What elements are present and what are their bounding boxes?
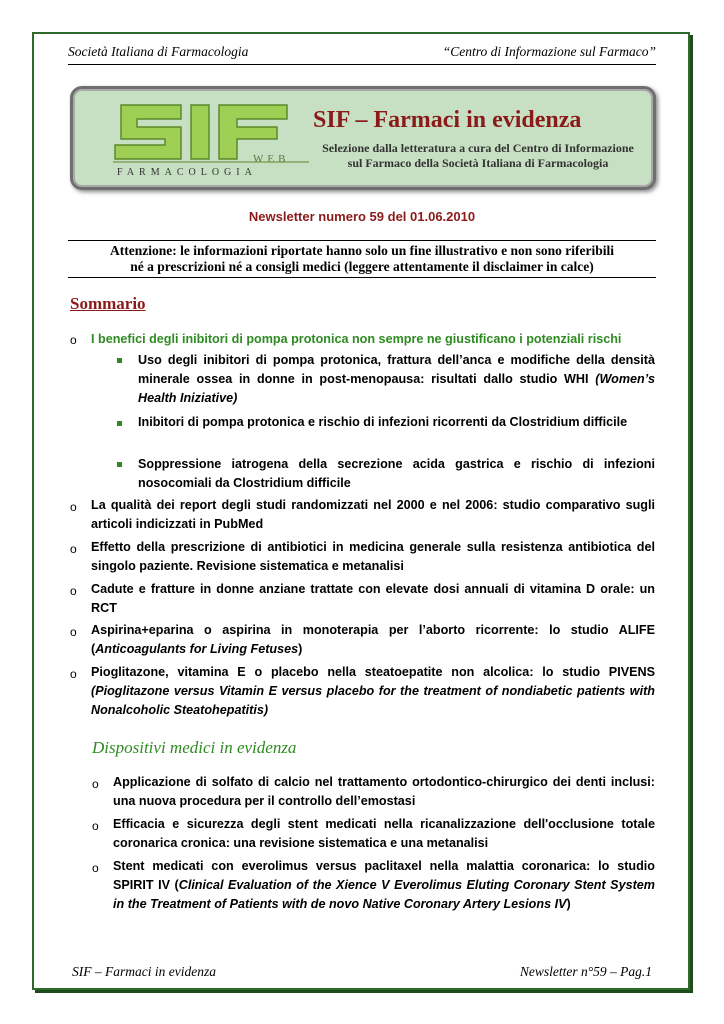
sommario-item-6-text: Pioglitazone, vitamina E o placebo nella steatoepatite non alcolica: lo studio PIVENS	[91, 665, 655, 679]
bullet-square	[117, 421, 122, 426]
logo-farmacologia-text: FARMACOLOGIA	[117, 167, 257, 178]
disclaimer-line2: né a prescrizioni né a consigli medici (leggere attentamente il disclaimer in calce)	[130, 259, 594, 274]
sommario-subitem-2[interactable]: Inibitori di pompa protonica e rischio di infezioni ricorrenti da Clostridium difficile	[138, 415, 628, 429]
sommario-subitem-1-text: Uso degli inibitori di pompa protonica, frattura dell’anca e modifiche della densità minerale ossea in donne in post-menopausa: risultati dallo studio WHI	[138, 353, 655, 386]
bullet-circle: o	[70, 667, 77, 681]
sommario-item-5-italic: Anticoagulants for Living Fetuses	[95, 642, 299, 656]
footer-left: SIF – Farmaci in evidenza	[72, 964, 216, 979]
sommario-item-6[interactable]	[91, 663, 655, 720]
sommario-item-2[interactable]: La qualità dei report degli studi randomizzati nel 2000 e nel 2006: studio comparativo sugli articoli indicizzati in PubMed	[91, 498, 655, 531]
bullet-circle: o	[70, 542, 77, 556]
sommario-item-3[interactable]: Effetto della prescrizione di antibiotici in medicina generale sulla resistenza antibiotica del singolo paziente. Revisione sistematica e metanalisi	[91, 540, 655, 573]
sommario-item-6-italic: (Pioglitazone versus Vitamin E versus placebo for the treatment of nondiabetic patients with Nonalcoholic Steatohepatitis)	[91, 684, 655, 717]
logo-subtitle-line1: Selezione dalla letteratura a cura del Centro di Informazione	[322, 141, 634, 155]
logo-title: SIF – Farmaci in evidenza	[313, 107, 582, 133]
sommario-item-5-text: Aspirina+eparina o aspirina in monoterapia per l’aborto ricorrente: lo studio ALIFE (	[91, 623, 655, 656]
bullet-square	[117, 358, 122, 363]
sif-logo-banner	[70, 86, 656, 190]
dispositivi-item-3-tail: )	[566, 897, 571, 911]
newsletter-number: Newsletter numero 59 del 01.06.2010	[248, 209, 476, 224]
sommario-subitem-1[interactable]	[138, 351, 655, 408]
dispositivi-heading: Dispositivi medici in evidenza	[92, 738, 297, 757]
bullet-circle: o	[70, 500, 77, 514]
bullet-circle: o	[92, 777, 99, 791]
dispositivi-item-3[interactable]	[113, 857, 655, 914]
bullet-circle: o	[92, 819, 99, 833]
sommario-item-5[interactable]	[91, 621, 655, 659]
sommario-subitem-1-italic: (Women’s Health Iniziative)	[138, 372, 656, 405]
footer-right: Newsletter n°59 – Pag.1	[519, 964, 652, 979]
disclaimer-notice	[68, 240, 656, 278]
bullet-circle: o	[92, 861, 99, 875]
bullet-circle: o	[70, 333, 77, 347]
logo-web-text: WEB	[253, 153, 290, 165]
disclaimer-line1: Attenzione: le informazioni riportate hanno solo un fine illustrativo e non sono riferibili	[110, 243, 614, 258]
sommario-item-5-tail: )	[298, 642, 303, 656]
sommario-heading: Sommario	[70, 294, 146, 313]
header-right: “Centro di Informazione sul Farmaco”	[442, 44, 656, 59]
sommario-item-1[interactable]: I benefici degli inibitori di pompa protonica non sempre ne giustificano i potenziali rischi	[91, 332, 622, 346]
bullet-circle: o	[70, 625, 77, 639]
page-header	[68, 44, 656, 65]
bullet-circle: o	[70, 584, 77, 598]
page-footer	[72, 964, 652, 980]
logo-subtitle	[313, 141, 643, 171]
header-left: Società Italiana di Farmacologia	[68, 44, 249, 59]
dispositivi-item-1[interactable]: Applicazione di solfato di calcio nel trattamento ortodontico-chirurgico dei denti inclusi: una nuova procedura per il controllo dell’emostasi	[113, 775, 655, 808]
logo-subtitle-line2: sul Farmaco della Società Italiana di Farmacologia	[347, 156, 609, 170]
sommario-subitem-3[interactable]: Soppressione iatrogena della secrezione acida gastrica e rischio di infezioni nosocomiali da Clostridium difficile	[138, 457, 655, 490]
dispositivi-item-2[interactable]: Efficacia e sicurezza degli stent medicati nella ricanalizzazione dell'occlusione totale coronarica cronica: una revisione sistematica e una metanalisi	[113, 817, 655, 850]
sommario-item-4[interactable]: Cadute e fratture in donne anziane trattate con elevate dosi annuali di vitamina D orale: un RCT	[91, 582, 655, 615]
bullet-square	[117, 462, 122, 467]
dispositivi-item-3-text: Stent medicati con everolimus versus paclitaxel nella malattia coronarica: lo studio SPIRIT IV (	[113, 859, 655, 892]
dispositivi-item-3-italic: Clinical Evaluation of the Xience V Everolimus Eluting Coronary Stent System in the Treatment of Patients with de novo Native Coronary Artery Lesions IV	[113, 878, 655, 911]
